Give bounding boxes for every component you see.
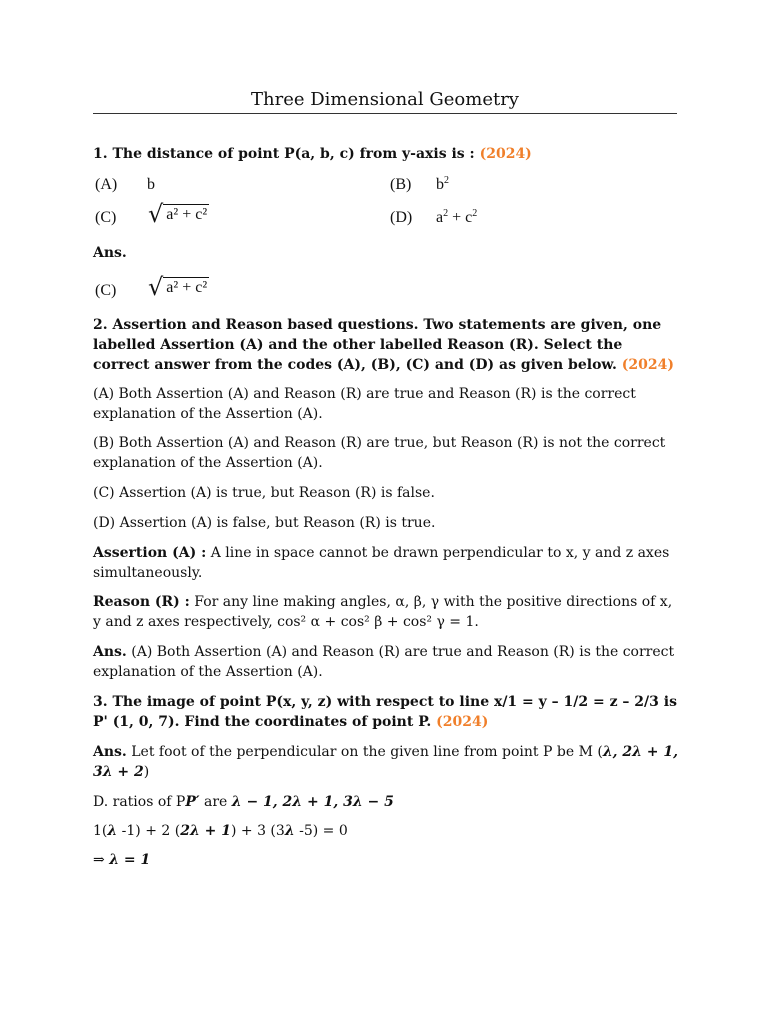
q1-option-a-label: (A) <box>95 176 118 193</box>
page-title: Three Dimensional Geometry <box>251 89 519 110</box>
q2-option-b: (B) Both Assertion (A) and Reason (R) are true, but Reason (R) is not the correct explanation of the Assertion (A). <box>93 435 666 471</box>
assertion-text: A line in space cannot be drawn perpendicular to x, y and z axes simultaneously. <box>93 545 670 581</box>
q1-option-c-label: (C) <box>95 209 117 226</box>
q1-answer-option: (C) <box>95 282 117 299</box>
sqrt-expression: √ a² + c² <box>148 273 208 301</box>
question-1 <box>93 144 683 164</box>
q1-option-d-label: (D) <box>390 209 413 226</box>
q2-answer-text: (A) Both Assertion (A) and Reason (R) are true and Reason (R) is the correct explanation of the Assertion (A). <box>93 644 675 680</box>
reason-label: Reason (R) : <box>93 594 190 610</box>
question-1-year: (2024) <box>479 146 532 162</box>
q3-answer-math: λ, 2λ + 1, 3λ + 2 <box>93 744 679 780</box>
q1-option-c-value <box>148 200 209 228</box>
question-2 <box>93 315 683 375</box>
q2-answer <box>93 642 683 682</box>
q1-answer-label: Ans. <box>93 245 127 261</box>
q2-option-d: (D) Assertion (A) is false, but Reason (R) is true. <box>93 515 436 531</box>
q2-option-c: (C) Assertion (A) is true, but Reason (R) is false. <box>93 485 435 501</box>
question-3-text: 3. The image of point P(x, y, z) with respect to line x/1 = y – 1/2 = z – 2/3 is P' (1, 0, 7). Find the coordinates of point P. <box>93 694 677 730</box>
assertion-label: Assertion (A) : <box>93 545 207 561</box>
question-3 <box>93 692 683 732</box>
q3-answer-text: Let foot of the perpendicular on the given line from point P be M ( <box>126 744 603 760</box>
question-3-year: (2024) <box>436 714 489 730</box>
question-2-text: 2. Assertion and Reason based questions. Two statements are given, one labelled Assertion (A) and the other labelled Reason (R). Select the correct answer from the codes (A), (B), (C) and (D) as given below. <box>93 317 662 373</box>
q1-option-b-label: (B) <box>390 176 412 193</box>
q1-option-a-value: b <box>147 176 155 193</box>
q3-equation-2: ⇒ λ = 1 <box>93 852 151 868</box>
q3-direction-ratios: D. ratios of PP′ are λ − 1, 2λ + 1, 3λ − 5 <box>93 794 394 810</box>
sqrt-expression: √ a² + c² <box>148 200 208 228</box>
question-2-year: (2024) <box>621 357 675 373</box>
q1-answer-value <box>148 273 209 301</box>
q3-answer-label: Ans. <box>93 744 127 760</box>
title-underline <box>93 113 677 114</box>
question-1-text: 1. The distance of point P(a, b, c) from y-axis is : <box>93 146 475 162</box>
q2-assertion <box>93 543 683 583</box>
q2-answer-label: Ans. <box>93 644 127 660</box>
reason-text: For any line making angles, α, β, γ with the positive directions of x, y and z axes respectively, cos² α + cos² β + cos² γ = 1. <box>93 594 673 630</box>
q3-equation-1: 1(λ -1) + 2 (2λ + 1) + 3 (3λ -5) = 0 <box>93 823 348 839</box>
q1-option-d-value: $a^2 + c^2$ <box>436 208 478 226</box>
q1-option-b-value: $b^2$ <box>436 175 449 193</box>
q2-reason <box>93 592 683 632</box>
q3-answer: Ans. Let foot of the perpendicular on the given line from point P be M (λ, 2λ + 1, 3λ + 2) <box>93 744 679 780</box>
q2-option-a: (A) Both Assertion (A) and Reason (R) are true and Reason (R) is the correct explanation of the Assertion (A). <box>93 386 636 422</box>
